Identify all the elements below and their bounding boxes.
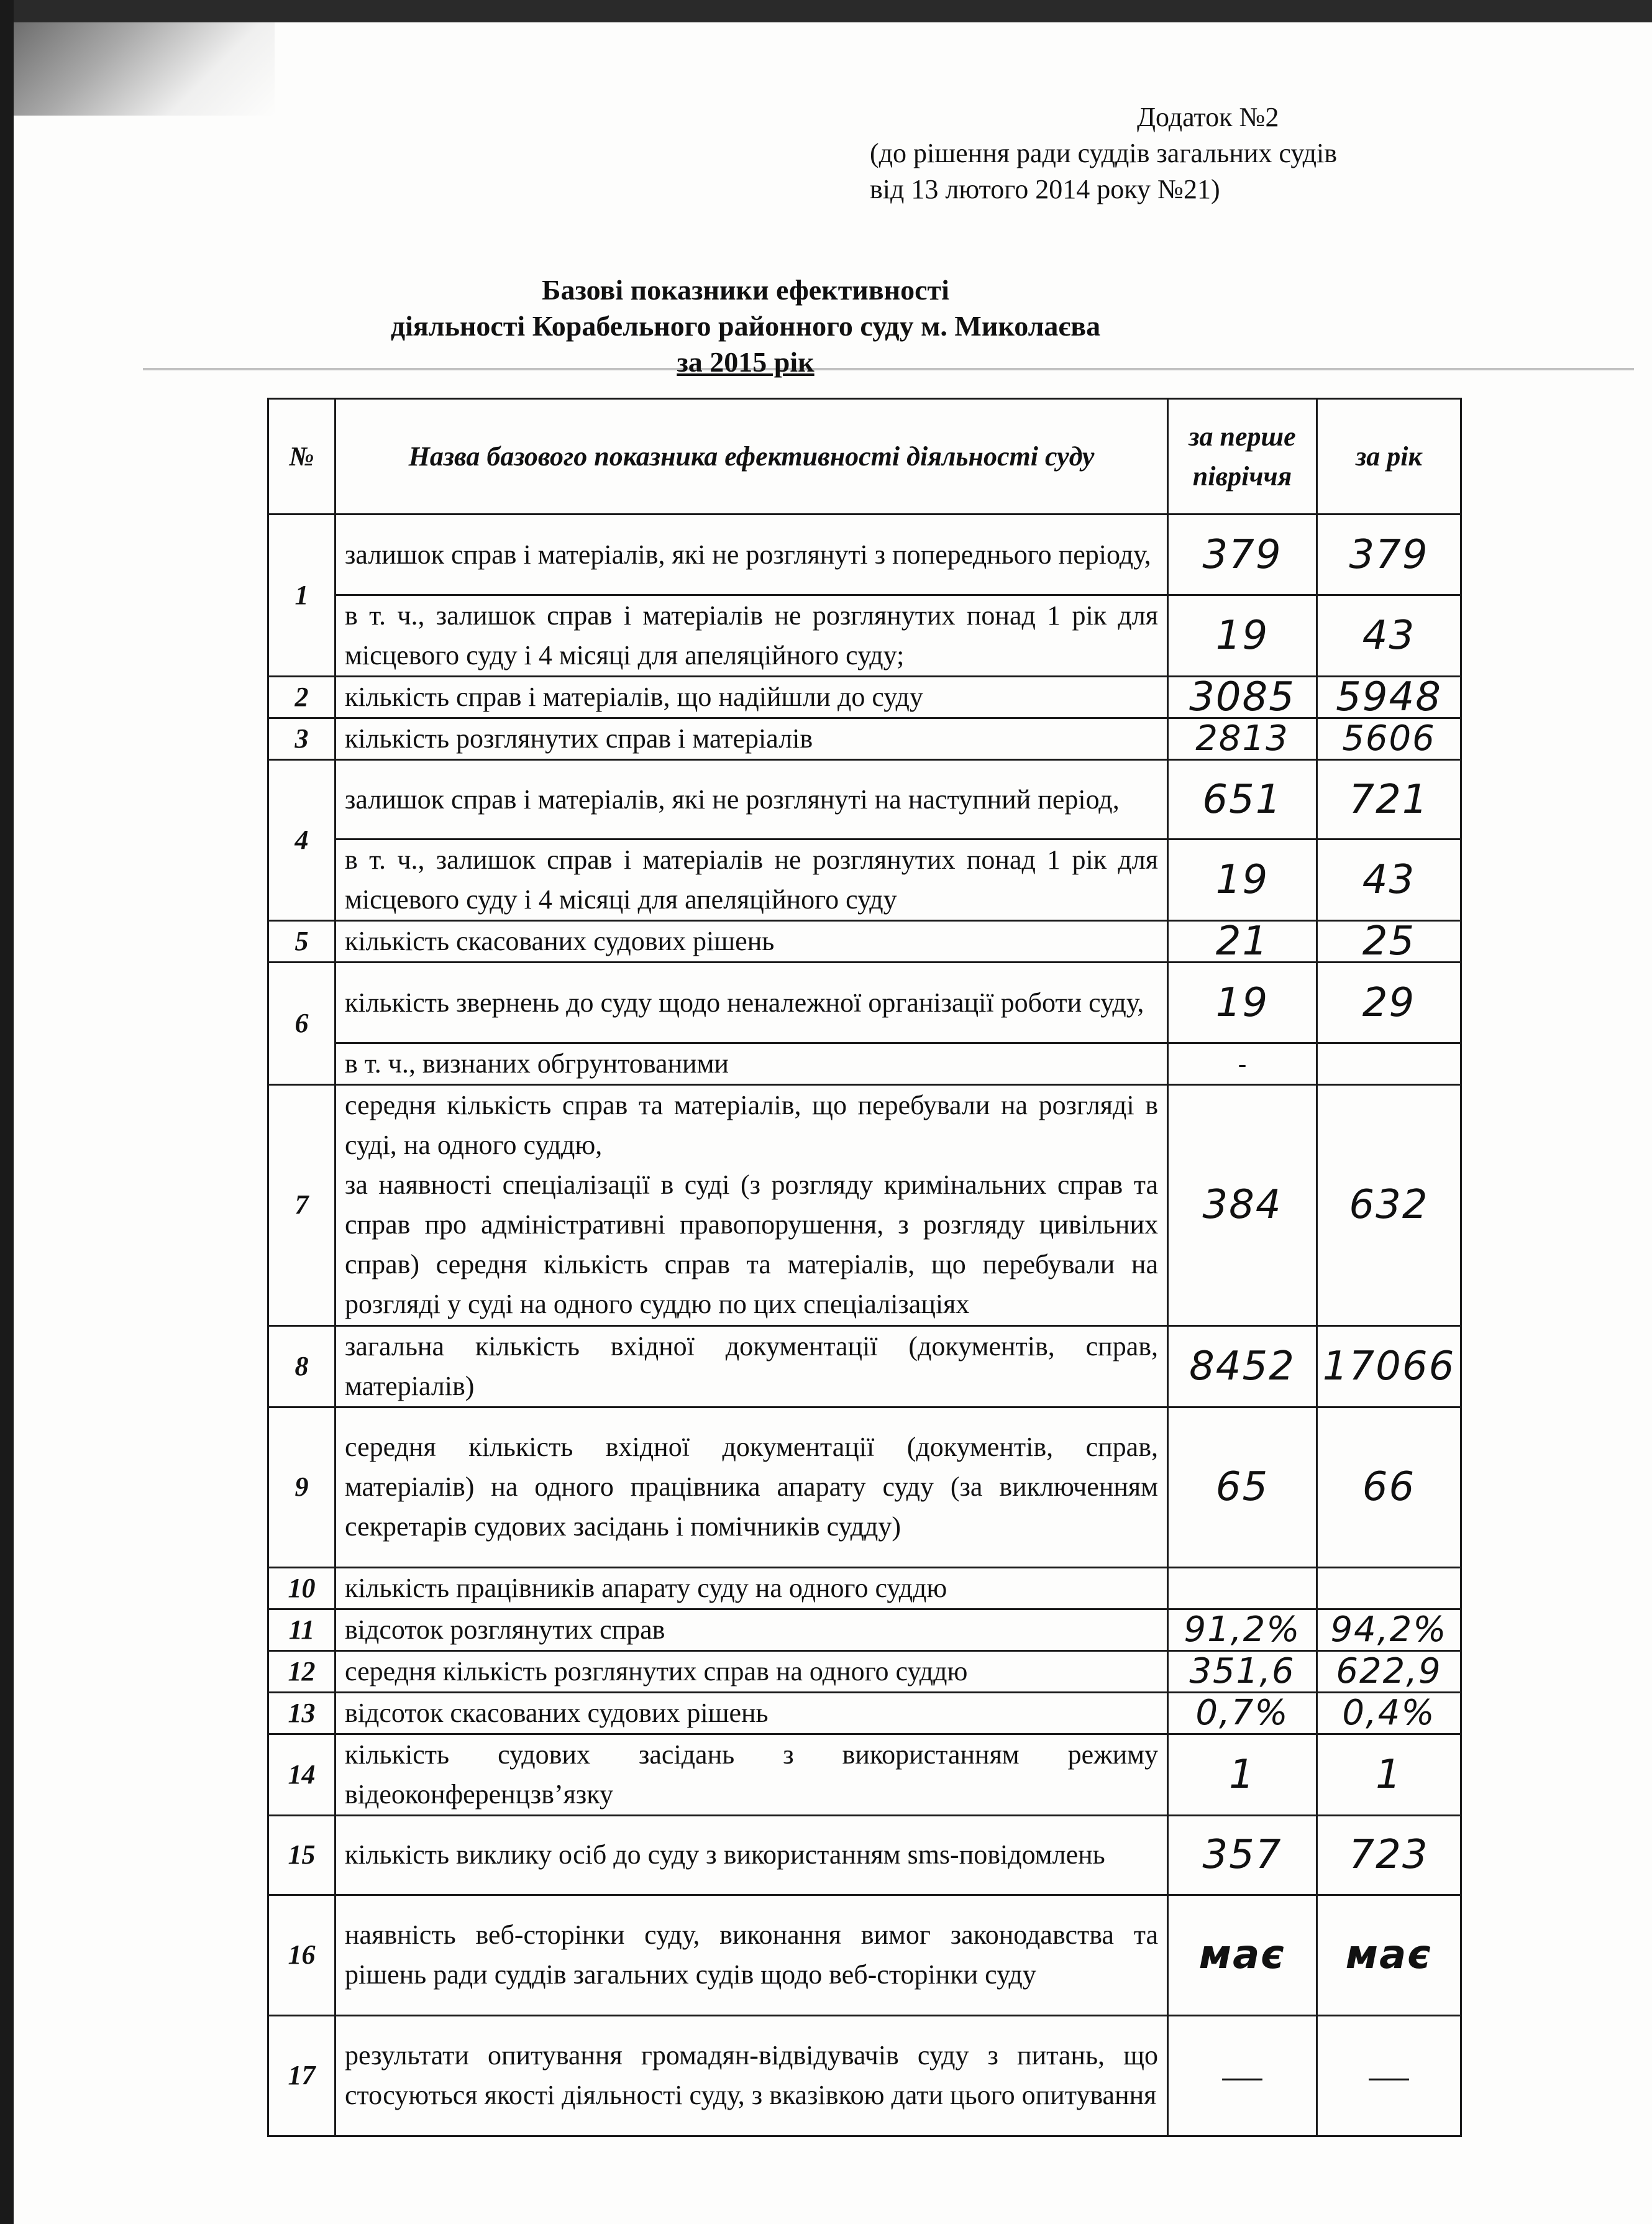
- row-name: кількість скасованих судових рішень: [335, 921, 1168, 963]
- title-line-1: Базові показники ефективності: [542, 274, 949, 306]
- year-value: 5948: [1317, 677, 1461, 718]
- row-name: результати опитування громадян-відвідувачів суду з питань, що стосуються якості діяльності суду, з вказівкою дати цього опитування: [335, 2015, 1168, 2136]
- year-value: —: [1317, 2015, 1461, 2136]
- table-row: [268, 515, 1461, 595]
- row-number: 4: [268, 760, 335, 921]
- year-value: 17066: [1317, 1325, 1461, 1407]
- year-value: 43: [1317, 840, 1461, 921]
- table-row: [268, 1692, 1461, 1734]
- half-year-value: 0,7%: [1168, 1692, 1317, 1734]
- row-name: відсоток скасованих судових рішень: [335, 1692, 1168, 1734]
- row-number: 2: [268, 677, 335, 718]
- table-row: [268, 1609, 1461, 1650]
- row-name: кількість працівників апарату суду на одного суддю: [335, 1567, 1168, 1609]
- table-row: [268, 1043, 1461, 1085]
- row-number: 10: [268, 1567, 335, 1609]
- row-name: залишок справ і матеріалів, які не розглянуті на наступний період,: [335, 760, 1168, 840]
- row-number: 1: [268, 515, 335, 677]
- half-year-value: має: [1168, 1895, 1317, 2015]
- year-value: 723: [1317, 1815, 1461, 1895]
- table-row: [268, 1325, 1461, 1407]
- table-row: [268, 963, 1461, 1043]
- table-row: [268, 1895, 1461, 2015]
- row-name: середня кількість вхідної документації (документів, справ, матеріалів) на одного працівника апарату суду (за виключенням секретарів судових засідань і помічників судду): [335, 1407, 1168, 1567]
- year-value: 0,4%: [1317, 1692, 1461, 1734]
- row-name: залишок справ і матеріалів, які не розглянуті з попереднього періоду,: [335, 515, 1168, 595]
- title-line-2: діяльності Корабельного районного суду м. Миколаєва: [390, 310, 1101, 342]
- half-year-value: 351,6: [1168, 1650, 1317, 1692]
- half-year-value: -: [1168, 1043, 1317, 1085]
- year-value: 622,9: [1317, 1650, 1461, 1692]
- year-value: [1317, 1567, 1461, 1609]
- row-number: 12: [268, 1650, 335, 1692]
- year-value: [1317, 1043, 1461, 1085]
- row-number: 9: [268, 1407, 335, 1567]
- table-row: [268, 1734, 1461, 1815]
- half-year-value: 2813: [1168, 718, 1317, 760]
- row-name: наявність веб-сторінки суду, виконання вимог законодавства та рішень ради суддів загальних судів щодо веб-сторінки суду: [335, 1895, 1168, 2015]
- row-name: в т. ч., залишок справ і матеріалів не розглянутих понад 1 рік для місцевого суду і 4 місяці для апеляційного суду;: [335, 595, 1168, 677]
- year-value: 5606: [1317, 718, 1461, 760]
- row-number: 13: [268, 1692, 335, 1734]
- row-name: кількість звернень до суду щодо неналежної організації роботи суду,: [335, 963, 1168, 1043]
- half-year-value: [1168, 1567, 1317, 1609]
- table-row: [268, 2015, 1461, 2136]
- year-value: 66: [1317, 1407, 1461, 1567]
- row-number: 14: [268, 1734, 335, 1815]
- row-name: кількість справ і матеріалів, що надійшли до суду: [335, 677, 1168, 718]
- table-row: [268, 1650, 1461, 1692]
- header-name: Назва базового показника ефективності діяльності суду: [335, 399, 1168, 515]
- scan-left-edge: [0, 0, 14, 2224]
- year-value: 43: [1317, 595, 1461, 677]
- row-name: в т. ч., залишок справ і матеріалів не розглянутих понад 1 рік для місцевого суду і 4 місяці для апеляційного суду: [335, 840, 1168, 921]
- row-number: 6: [268, 963, 335, 1085]
- annex-date: від 13 лютого 2014 року №21): [870, 174, 1220, 204]
- table-row: [268, 677, 1461, 718]
- year-value: 25: [1317, 921, 1461, 963]
- row-number: 15: [268, 1815, 335, 1895]
- annex-reference: (до рішення ради суддів загальних судів: [870, 138, 1337, 168]
- row-name: середня кількість розглянутих справ на одного суддю: [335, 1650, 1168, 1692]
- row-number: 7: [268, 1085, 335, 1326]
- year-value: 1: [1317, 1734, 1461, 1815]
- row-number: 16: [268, 1895, 335, 2015]
- header-no: №: [268, 399, 335, 515]
- row-name: загальна кількість вхідної документації (документів, справ, матеріалів): [335, 1325, 1168, 1407]
- row-number: 3: [268, 718, 335, 760]
- annex-number: Додаток №2: [1137, 102, 1279, 132]
- document-title: [249, 272, 1243, 380]
- table-row: [268, 1567, 1461, 1609]
- half-year-value: 19: [1168, 963, 1317, 1043]
- year-value: має: [1317, 1895, 1461, 2015]
- year-value: 721: [1317, 760, 1461, 840]
- table-row: [268, 718, 1461, 760]
- table-row: [268, 1407, 1461, 1567]
- half-year-value: —: [1168, 2015, 1317, 2136]
- header-year: за рік: [1317, 399, 1461, 515]
- row-name: кількість розглянутих справ і матеріалів: [335, 718, 1168, 760]
- table-row: [268, 1815, 1461, 1895]
- half-year-value: 357: [1168, 1815, 1317, 1895]
- half-year-value: 19: [1168, 840, 1317, 921]
- header-half-year: за перше півріччя: [1168, 399, 1317, 515]
- year-value: 632: [1317, 1085, 1461, 1326]
- half-year-value: 379: [1168, 515, 1317, 595]
- half-year-value: 19: [1168, 595, 1317, 677]
- row-number: 17: [268, 2015, 335, 2136]
- row-number: 8: [268, 1325, 335, 1407]
- row-name: відсоток розглянутих справ: [335, 1609, 1168, 1650]
- indicators-table: [267, 398, 1462, 2137]
- row-name: за наявності спеціалізації в суді (з розгляду кримінальних справ та справ про адміністративні правопорушення, з розгляду цивільних справ) середня кількість справ та матеріалів, що перебували на розгляді у суді на одного суддю по цих спеціалізаціях: [335, 1165, 1168, 1325]
- table-row: [268, 760, 1461, 840]
- title-line-3: за 2015 рік: [677, 346, 815, 378]
- table-row: [268, 840, 1461, 921]
- half-year-value: 1: [1168, 1734, 1317, 1815]
- row-name: кількість судових засідань з використанням режиму відеоконференцзв’язку: [335, 1734, 1168, 1815]
- annex-block: [870, 99, 1337, 208]
- year-value: 94,2%: [1317, 1609, 1461, 1650]
- scan-corner-smudge: [14, 22, 275, 116]
- half-year-value: 91,2%: [1168, 1609, 1317, 1650]
- table-row: [268, 1085, 1461, 1166]
- table-row: [268, 595, 1461, 677]
- row-number: 11: [268, 1609, 335, 1650]
- row-number: 5: [268, 921, 335, 963]
- year-value: 379: [1317, 515, 1461, 595]
- half-year-value: 3085: [1168, 677, 1317, 718]
- row-name: середня кількість справ та матеріалів, що перебували на розгляді в суді, на одного суддю,: [335, 1085, 1168, 1166]
- row-name: кількість виклику осіб до суду з використанням sms-повідомлень: [335, 1815, 1168, 1895]
- half-year-value: 65: [1168, 1407, 1317, 1567]
- half-year-value: 651: [1168, 760, 1317, 840]
- table-header-row: [268, 399, 1461, 515]
- half-year-value: 384: [1168, 1085, 1317, 1326]
- year-value: 29: [1317, 963, 1461, 1043]
- half-year-value: 8452: [1168, 1325, 1317, 1407]
- table-row: [268, 921, 1461, 963]
- half-year-value: 21: [1168, 921, 1317, 963]
- scan-top-edge: [0, 0, 1652, 22]
- row-name: в т. ч., визнаних обгрунтованими: [335, 1043, 1168, 1085]
